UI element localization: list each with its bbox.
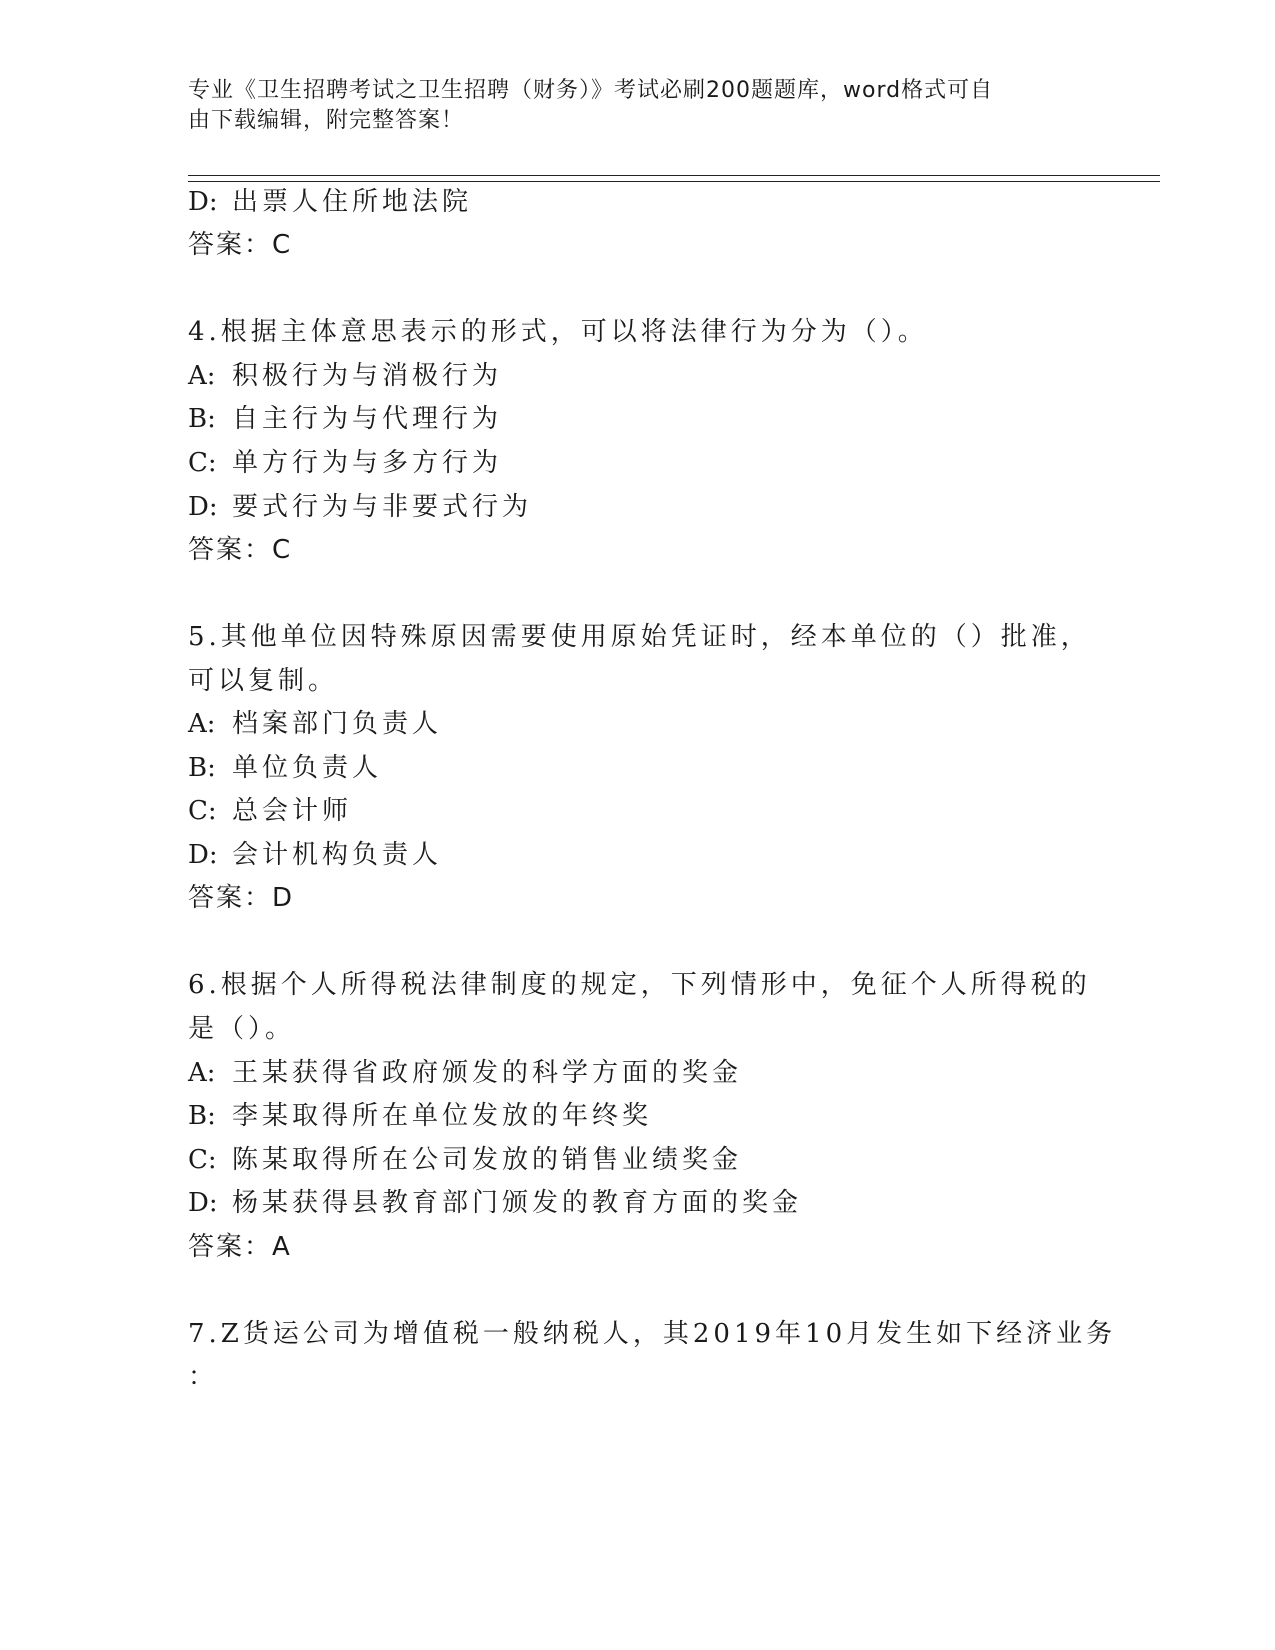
q6-answer: 答案：A [188,1232,292,1262]
option-text: 李某取得所在单位发放的年终奖 [232,1101,653,1131]
option-key: C: [188,796,217,826]
option-text: 要式行为与非要式行为 [232,492,533,522]
q4-stem: 4.根据主体意思表示的形式，可以将法律行为分为（）。 [188,317,928,347]
option-key: B: [188,1101,216,1131]
q6-option-d [188,1186,802,1220]
q5-stem-line-1: 5.其他单位因特殊原因需要使用原始凭证时，经本单位的（）批准， [188,622,1091,652]
q7-stem-line-1: 7.Z货运公司为增值税一般纳税人，其2019年10月发生如下经济业务 [188,1319,1117,1349]
q5-option-a [188,707,442,741]
q6-option-b [188,1099,652,1133]
q6-stem-line-2: 是（）。 [188,1014,296,1044]
header-line-2: 由下载编辑，附完整答案！ [188,108,465,133]
q5-option-c [188,794,352,828]
q4-option-b [188,402,502,436]
q7-stem-line-2: ： [188,1362,219,1392]
option-text: 陈某取得所在公司发放的销售业绩奖金 [232,1145,743,1175]
option-key: A: [188,1058,216,1088]
header-divider-bottom [188,181,1160,182]
option-key: B: [188,753,216,783]
option-key: D: [188,840,218,870]
option-key: C: [188,1145,217,1175]
q5-answer: 答案：D [188,883,295,913]
option-text: 档案部门负责人 [232,709,443,739]
q5-stem-line-2: 可以复制。 [188,666,339,696]
option-text: 杨某获得县教育部门颁发的教育方面的奖金 [232,1188,803,1218]
q5-option-b [188,751,382,785]
header-divider-top [188,175,1160,176]
q5-option-d [188,838,442,872]
option-key: D: [188,492,218,522]
q6-option-a [188,1056,742,1090]
q6-stem-line-1: 6.根据个人所得税法律制度的规定，下列情形中，免征个人所得税的 [188,970,1091,1000]
q4-option-c [188,446,502,480]
option-key: A: [188,361,216,391]
option-key: B: [188,404,216,434]
q6-option-c [188,1143,742,1177]
document-header [188,76,1088,136]
option-text: 总会计师 [232,796,353,826]
option-text: 出票人住所地法院 [232,187,473,217]
option-text: 会计机构负责人 [232,840,443,870]
prev-answer: 答案：C [188,230,293,260]
option-text: 积极行为与消极行为 [232,361,503,391]
option-text: 单方行为与多方行为 [232,448,503,478]
q4-option-d [188,490,532,524]
option-text: 单位负责人 [232,753,383,783]
q4-answer: 答案：C [188,535,293,565]
option-key: A: [188,709,216,739]
prev-option-d [188,185,472,219]
option-text: 自主行为与代理行为 [232,404,503,434]
option-key: D: [188,1188,218,1218]
q4-option-a [188,359,502,393]
option-key: D: [188,187,218,217]
option-text: 王某获得省政府颁发的科学方面的奖金 [232,1058,743,1088]
header-line-1: 专业《卫生招聘考试之卫生招聘（财务）》考试必刷200题题库，word格式可自 [188,78,994,103]
option-key: C: [188,448,217,478]
